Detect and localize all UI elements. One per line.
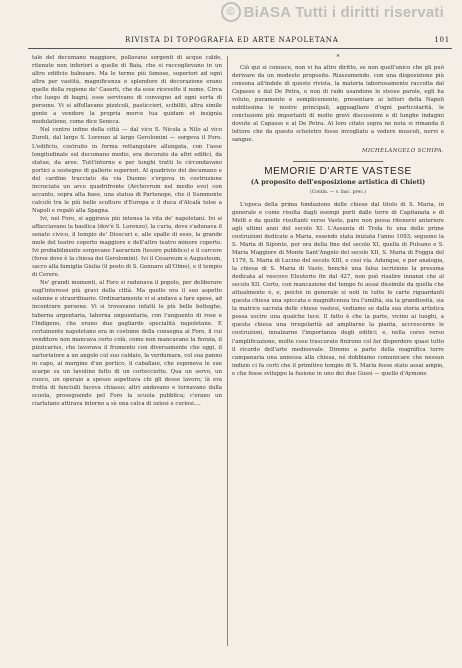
running-header — [30, 36, 450, 48]
page-number: 101 — [434, 36, 450, 44]
paragraph: tale del decumano maggiore, pollavano sorgenti di acque calde, ritenute non inferiori a quelle di Baia, che si raccoglievano in un altro edificio balneare. Ma le terme più famose, superiori ad ogni altra per vastità, magnificenza e splendore di decorazione erano quelle della regione de' Caserti, che da esse ricevette il nome. Circa che luogo di bagni, esse servivano di convegno ad ogni sorta di persone. Vi si affollavano pizzicoli, pasticcieri, scibiliti, altra simile gente a vendere la propria merce tua quidam et insignia modulatione, come dice Seneca. — [32, 55, 222, 126]
intro-paragraph: Ciò qui si conosce, non vi ha altro diritto, se non quell'unico che gli può derivare da un modesto proposito. Riassumendo, con una disposizione più consona all'indole di questo rivista, la materia laboriosamente raccolta dal Capasso e dal De Petra, e non di rado usandone le stesse parole, egli ha voluto, puramente e semplicemente, presentare ai lettori della Napoli nobilissima le nostre principali, agguagliare d'ogni particolarità, le conclusioni più importanti di molte gravi discussioni e di lunghe indagini dovute al Capasso e al De Petra. Al loro citato sopra ne nota si rimanda il lettore che da questo scheletro fosse invogliato a vedere muscoli, nervi e sangue. — [232, 65, 444, 144]
paragraph: Ne' grandi momenti, al Foro si radunava il popolo, per deliberare sugl'interessi più gravi della città. Ma quello era il suo aspetto solenne e straordinario. Ordinariamente vi si andava a fare spese, ad incontrare persone. Vi si trovavano infatti le più belle botteghe, taberna argentaria, taberna unguentaria, con l'unguento di rose e l'Indigeno, che erano due gagliarde specialità napoletane. E certainente napoletano era in costume della consegna al Foro, il cui venditore non mancava certo colà, come non mancavano la fioraia, il pizzicarius, che lavorava il frumento con diversamente che oggi, il sartoriatore a un angolo col suo caldaio, la verdumara, col sua panno in capo, al margine d'un portico, il caballaio, che esponeva le sue scarpe su un tavolino fatto di un cortecciotto. Qua un servo, un cuoco, un operaio a spesso aspettava chi gli desse lavoro; là era frotta di fanciulli faceva chiasso; altri andavano e tornavano dalla scuola, proseguendo pel Foro la scuola pubblica; c'erano un ciarlatano attirava intorno a sè una calca di oziosi e curiosi.... — [32, 280, 222, 408]
section-star: * — [336, 54, 340, 61]
continuation-note: (Contin. — v. fasc. prec.) — [309, 189, 367, 195]
header-rule — [28, 48, 452, 49]
watermark — [0, 0, 462, 30]
journal-title: RIVISTA DI TOPOGRAFIA ED ARTE NAPOLETANA — [125, 36, 339, 44]
section-rule — [293, 161, 383, 162]
article-title: MEMORIE D'ARTE VASTESE — [264, 165, 412, 177]
watermark-item — [221, 2, 444, 22]
watermark-text: BiASA Tutti i diritti riservati — [243, 3, 444, 21]
paragraph: Nel centro infine della città — dal vico S. Nicola a Nilo al vico Zuroli, dal largo S. Lorenzo al largo Gerolomini — sorgeva il Foro. L'edificio, costruito in forma rettangolare allungata, con l'asse longitudinale sul decumano medio, era decorato da altri edifici, da statue, da aree. Tutt'intorno e per lunghi tratti lo circondavano portici a sostegno di gallerie superiori. Al quadrivio del decumano e del cardine tracciato da via Duomo s'ergeva in costruzione incrociata un arco quadrifronte (Archovrum nel medio evo) con accanto, sopra alta base, una statua di Partenope, che il Summonte calcolò tra le più belle sculture d'Europa e il duca d'Alcalà tolse a Napoli e regalò alla Spagna. — [32, 127, 222, 214]
paragraph: Ivi, nel Foro, si aggirava più intensa la vita de' napoletani. Ivi si affacciavano la basilica (dov'è S. Lorenzo), la curia, dove s'adunava il senato civico, il tempio de' Dioscuri e, alle spalle di esso, la grande mole del teatro coperto maggiore e dell'altro teatro minore coperto. Ivi probabilmente sorgevano l'aerarium (tesoro pubblico) e il carcere (forse dove è la chiesa dei Gerolomini). Ivi il Cesareum o Augusteum, sacro alla famiglia Giulia (il posto di S. Gennaro all'Olmo), e il tempio di Cerere. — [32, 215, 222, 279]
copyright-icon: © — [221, 2, 241, 22]
left-column — [32, 54, 222, 408]
right-column — [232, 54, 444, 378]
column-divider — [227, 56, 228, 646]
article-body: L'epoca della prima fondazione delle chiese dal titolo di S. Maria, in generale e come risulta dagli esempi porti dalle terre di Capitanata e di Melfi e da quelle risultanti verso Vasto, pare non possa ritenersi anteriore agli ultimi anni del secolo XI. L'Assunta di Trola fu una delle prime costruzioni dedicate a Maria, essendo stata iniziata l'anno 1093; seguono la S. Maria di Siponto, per ora della fine del secolo XI, quella di Pulsano e S. Maria Maggiore di Monte Sant'Angelo del secolo XII, S. Maria di Foggia del 1179, S. Maria di Lucino del secolo XIII, e così via. Adunque, e per analogia, la chiesa di S. Maria di Vasto, benchè una falsa iscrizione la presuma dedicata al vescovo Eleuterio fin dal 427, non può risalire innanzi che al secolo XII. Certo, con mancazione del tempo fu assai dissimile da quella che attualmente è, e, poichè in generale si noti in tutte le carte riguardanti questa chiesa una spiccata e magnificenza tra l'umiltà, sia la grandiosità, sia la matrice sacrata delle chiese vastesi, vediamo se dalla sua storia artistica possa uscire una qualche luce. Il fatto è che la parte, vicino ai luoghi, a questa chiesa una irregolarità ad ampliarne la pianta, accrescerne le costruzioni, innalzarne l'importanza degli edifici; e, nella corso verso l'amplificazione, molte cose trascurate finirono col far disperdere quasi tutto il ricordo dell'arte medioevale. Diremo a parte della magnifica torre campanaria una annessa alla chiesa, né dobbiamo comunicare che nessun indizio ci fa certi che il primitivo tempio di S. Maria fosse stato assai ampio, e che fosse sviluppo la fusione in uno dei due Gussi — quello d'Aymone — [232, 201, 444, 377]
article-subtitle: (A proposito dell'esposizione artistica di Chieti) — [250, 177, 426, 186]
author-signature: MICHELANGELO SCHIPA. — [362, 147, 444, 154]
